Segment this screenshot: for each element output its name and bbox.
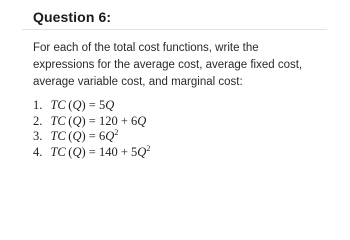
function-arg: Q bbox=[72, 98, 82, 112]
function-name: TC bbox=[50, 129, 66, 143]
item-number: 2. bbox=[33, 113, 43, 128]
expression-var: Q bbox=[137, 144, 147, 159]
question-title: Question 6: bbox=[33, 9, 112, 25]
item-number: 1. bbox=[33, 98, 43, 112]
item-number: 3. bbox=[33, 129, 43, 143]
cost-function-item bbox=[33, 98, 151, 114]
cost-function-list bbox=[33, 98, 151, 160]
cost-equation: TC $(Q) = 6Q^2$ bbox=[50, 127, 119, 143]
expression-var: Q bbox=[137, 113, 147, 128]
expression-prefix: 5 bbox=[98, 98, 106, 112]
function-arg: Q bbox=[72, 129, 82, 143]
cost-equation: TC $(Q) = 140 + 5Q^2$ bbox=[50, 142, 151, 159]
expression-exponent: 2 bbox=[146, 142, 151, 153]
function-arg: Q bbox=[72, 144, 82, 159]
expression-var: Q bbox=[105, 129, 115, 143]
prompt-line: For each of the total cost functions, write the bbox=[33, 42, 259, 54]
function-arg: Q bbox=[72, 113, 82, 128]
function-name: TC bbox=[50, 98, 66, 112]
cost-function-item bbox=[33, 114, 151, 130]
cost-function-item bbox=[33, 129, 151, 145]
expression-prefix: 140 + 5 bbox=[98, 144, 138, 159]
expression-prefix: 120 + 6 bbox=[98, 113, 138, 128]
prompt-line: average variable cost, and marginal cost: bbox=[33, 76, 243, 88]
prompt-line: expressions for the average cost, average fixed cost, bbox=[33, 59, 303, 71]
function-name: TC bbox=[50, 144, 66, 159]
expression-exponent: 2 bbox=[114, 127, 119, 137]
expression-var: Q bbox=[105, 98, 115, 112]
question-prompt bbox=[33, 40, 333, 91]
cost-function-item bbox=[33, 142, 151, 161]
function-name: TC bbox=[50, 113, 66, 128]
item-number: 4. bbox=[33, 144, 43, 159]
cost-equation: TC (Q) = 5Q bbox=[50, 98, 115, 112]
title-divider bbox=[22, 29, 327, 30]
cost-equation: TC (Q) = 120 + 6Q bbox=[50, 113, 147, 128]
expression-prefix: 6 bbox=[98, 129, 106, 143]
